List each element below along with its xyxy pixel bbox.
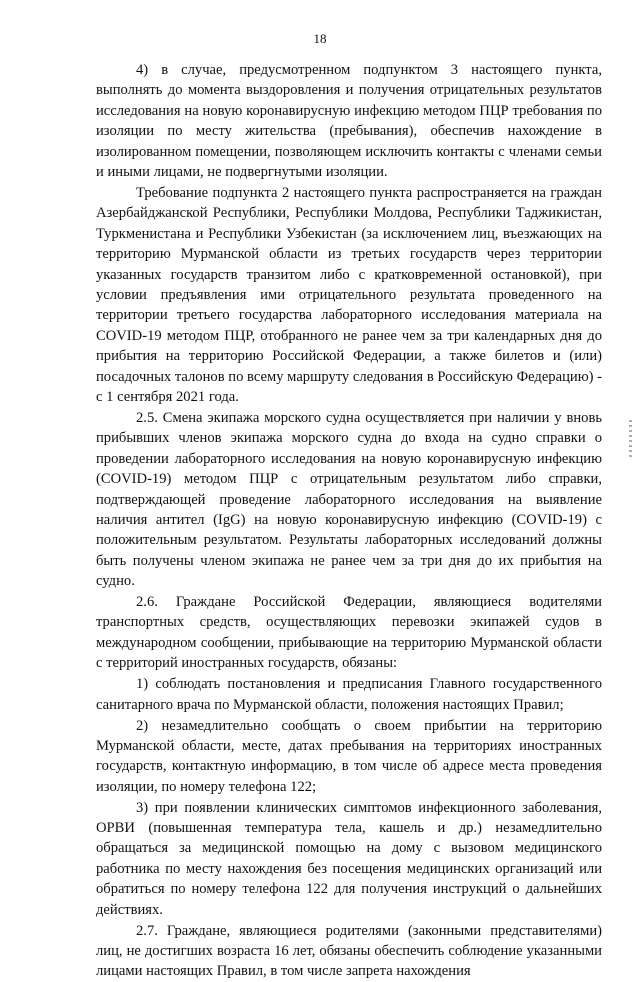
paragraph-requirement-subitem-2: Требование подпункта 2 настоящего пункта распространяется на граждан Азербайджанской Республики, Республики Молдова, Республики Таджикистан, Туркменистана и Республики Узбекистан (за исключением лиц, въезжающих на территорию Мурманской области из третьих государств через территории указанных государств транзитом либо с кратковременной остановкой), при условии предъявления ими отрицательного результата проведенного на территории третьего государства лабораторного исследования материала на COVID-19 методом ПЦР, отобранного не ранее чем за три календарных дня до прибытия на территорию Российской Федерации, а также билетов и (или) посадочных талонов по всему маршруту следования в Российскую Федерацию) - с 1 сентября 2021 года.	[96, 184, 602, 405]
paragraph-2-5-crew-change: 2.5. Смена экипажа морского судна осуществляется при наличии у вновь прибывших членов экипажа морского судна до входа на судно справки о проведении лабораторного исследования на новую коронавирусную инфекцию (COVID-19) методом ПЦР с отрицательным результатом либо справки, подтверждающей проведение лабораторного исследования на выявление наличия антител (IgG) на новую коронавирусную инфекцию (COVID-19) с положительным результатом. Результаты лабораторных исследований должны быть получены членом экипажа не ранее чем за три дня до их прибытия на судно.	[96, 409, 602, 590]
paragraph-2-6-item-2: 2) незамедлительно сообщать о своем прибытии на территорию Мурманской области, месте, датах пребывания на территориях иностранных государств, контактную информацию, в том числе об адресе места проведения изоляции, по номеру телефона 122;	[96, 717, 602, 795]
paragraph-2-6-drivers: 2.6. Граждане Российской Федерации, являющиеся водителями транспортных средств, осуществляющих перевозки экипажей судов в международном сообщении, прибывающие на территорию Мурманской области с территорий иностранных государств, обязаны:	[96, 594, 602, 672]
paragraph-item-4-isolation: 4) в случае, предусмотренном подпунктом 3 настоящего пункта, выполнять до момента выздоровления и получения отрицательных результатов исследования на новую коронавирусную инфекцию методом ПЦР требования по изоляции по месту жительства (пребывания), обеспечив нахождение в изолированном помещении, позволяющем исключить контакты с членами семьи и иными лицами, не подвергнутыми изоляции.	[96, 62, 602, 181]
paragraph-2-7-parents: 2.7. Граждане, являющиеся родителями (законными представителями) лиц, не достигших возраста 16 лет, обязаны обеспечить соблюдение указанными лицами настоящих Правил, в том числе запрета нахождения	[96, 922, 602, 980]
paragraph-2-6-item-1: 1) соблюдать постановления и предписания Главного государственного санитарного врача по Мурманской области, положения настоящих Правил;	[96, 676, 602, 713]
paragraph-2-6-item-3: 3) при появлении клинических симптомов инфекционного заболевания, ОРВИ (повышенная температура тела, кашель и др.) незамедлительно обращаться за медицинской помощью на дому с вызовом медицинского работника по месту нахождения без посещения медицинских организаций или обратиться по номеру телефона 122 для получения инструкций о дальнейших действиях.	[96, 799, 602, 918]
page-number: 18	[313, 31, 327, 46]
document-body	[96, 60, 602, 982]
scan-edge-mark	[629, 420, 632, 460]
